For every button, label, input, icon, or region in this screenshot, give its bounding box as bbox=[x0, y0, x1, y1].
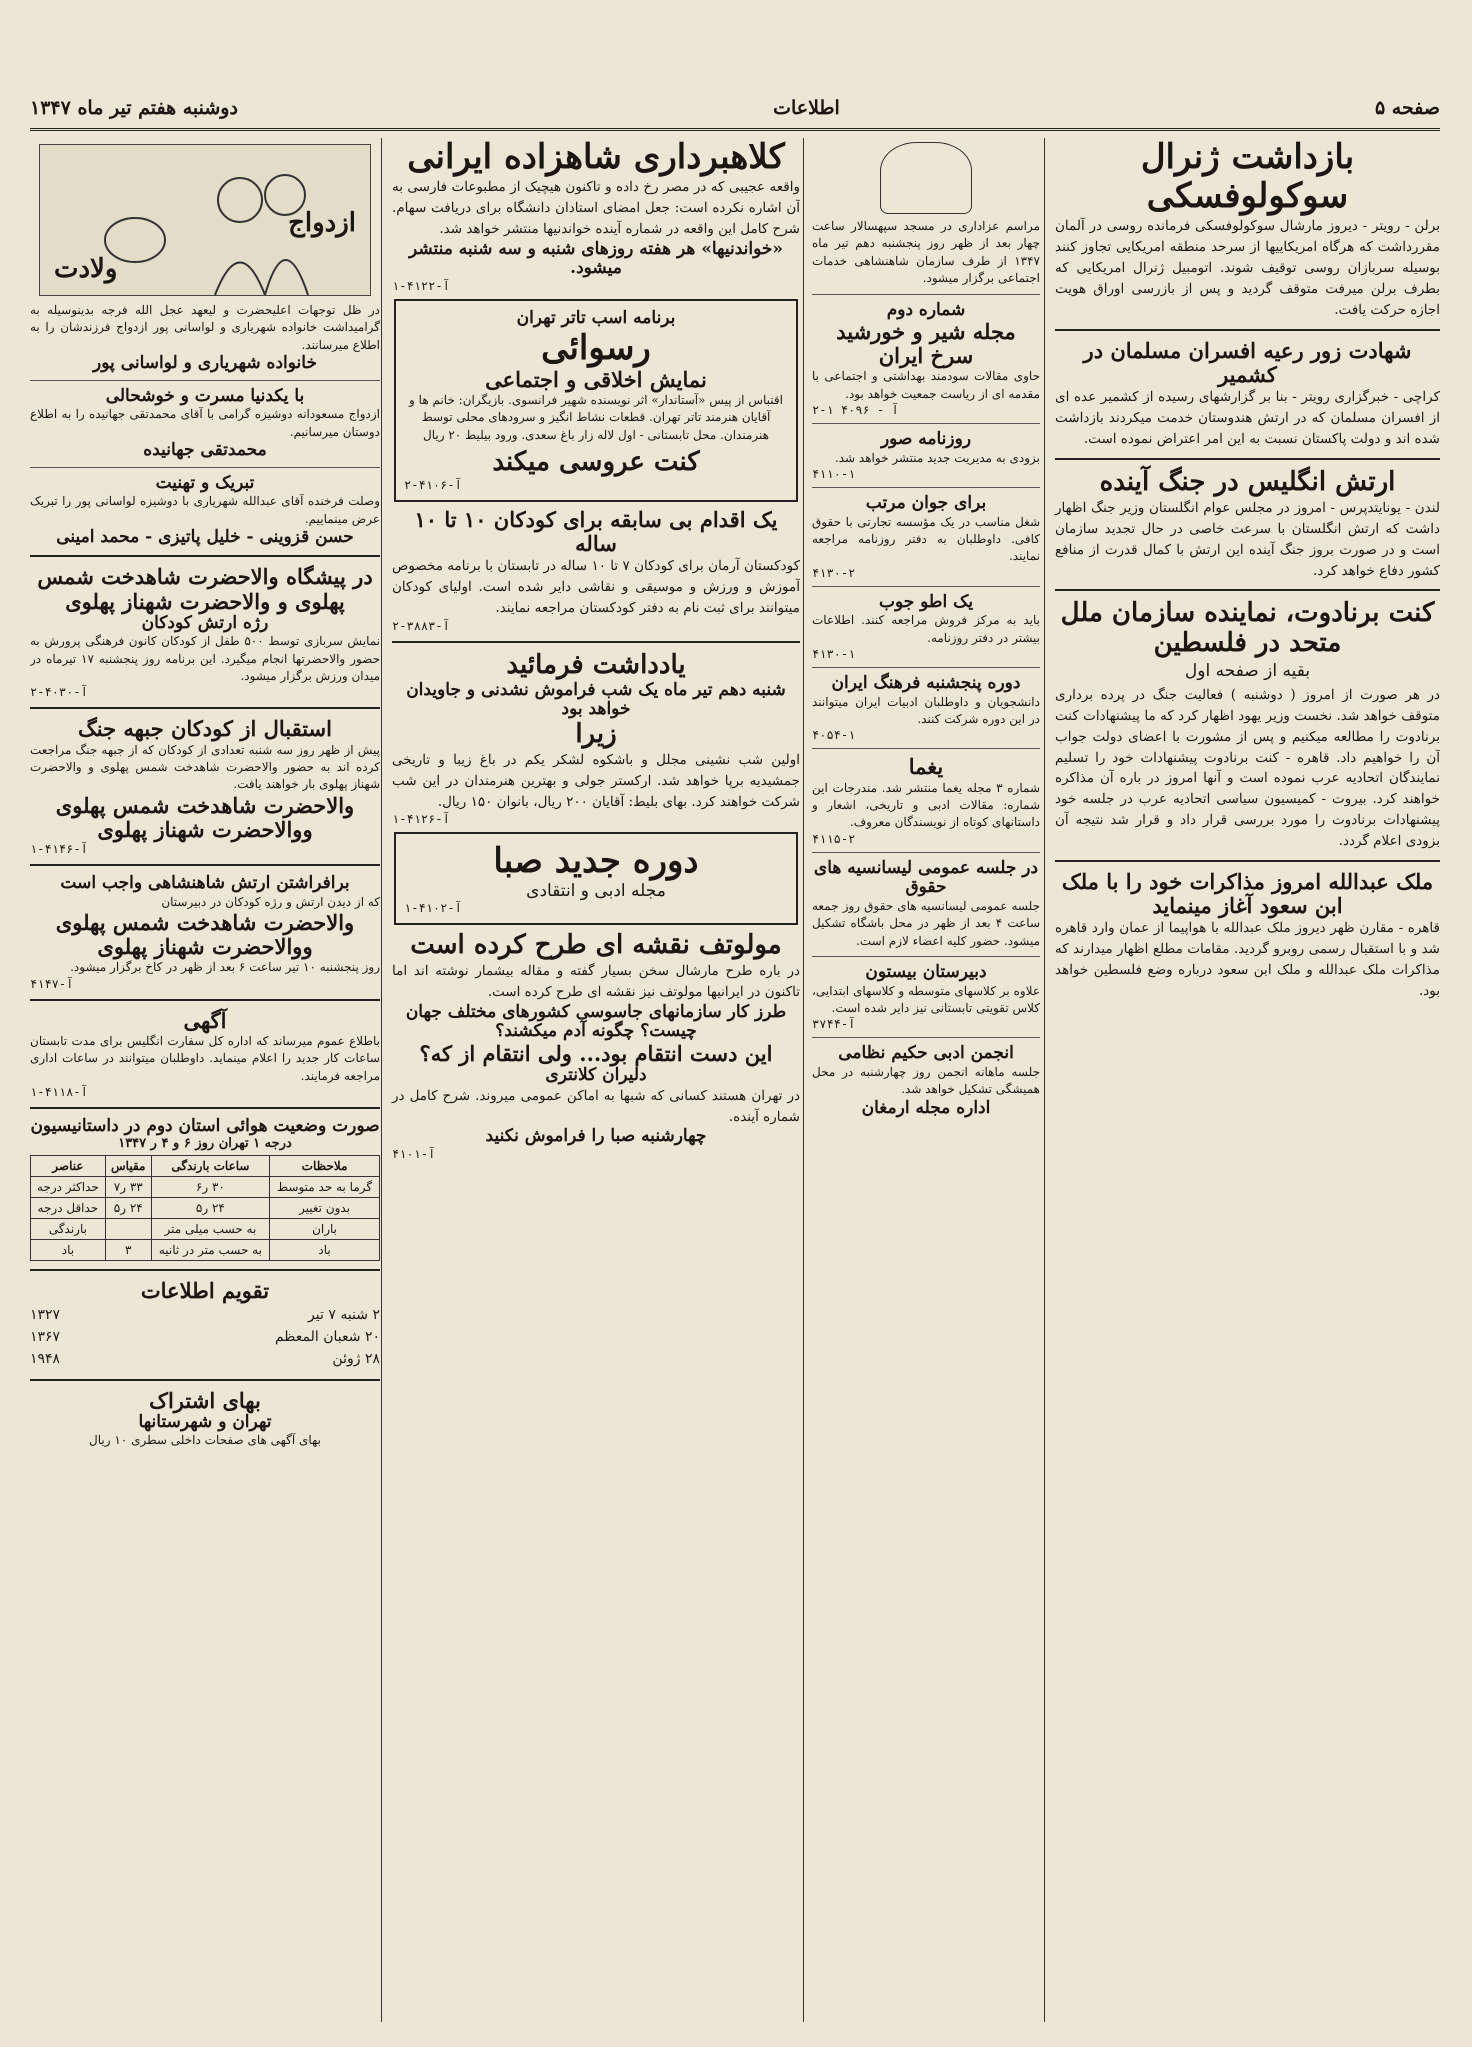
calendar-row bbox=[30, 1326, 380, 1348]
calendar-row bbox=[30, 1304, 380, 1326]
c4-article2-title: استقبال از کودکان جبهه جنگ bbox=[78, 716, 332, 742]
weather-cell: حداکثر درجه bbox=[31, 1177, 106, 1198]
c4-notice2-title: تبریک و تهنیت bbox=[155, 472, 255, 493]
c3-article2-body: کودکستان آرمان برای کودکان ۷ تا ۱۰ ساله در تابستان با برنامه مخصوص آموزش و ورزش و موسیقی و نقاشی دایر شده است. اولیای کودکان میتوانند برای ثبت نام به دفتر کودکستان مراجعه نمایند. bbox=[392, 558, 800, 616]
c4-article3-footer: روز پنجشنبه ۱۰ تیر ساعت ۶ بعد از ظهر در کاخ برگزار میشود. bbox=[70, 960, 380, 975]
c3-article4-intro: در باره طرح مارشال سخن بسیار گفته و مقاله بیشمار نوشته اند اما تاکنون در ایرانیها مولوتف نیز نقشه ای طرح کرده است. bbox=[392, 963, 800, 1000]
notice9-code: اداره مجله ارمغان bbox=[861, 1097, 991, 1118]
notice8-title: دبیرستان بیستون bbox=[865, 962, 987, 983]
calendar-value: ۱۳۲۷ bbox=[30, 1306, 61, 1323]
c4-notice3-body: باطلاع عموم میرساند که اداره کل سفارت انگلیس برای مدت تابستان ساعات کار جدید را اعلام مینماید. داوطلبان میتوانند در ساعات اداری مراجعه فرمایند. bbox=[30, 1033, 380, 1083]
saba-banner bbox=[394, 832, 798, 925]
weather-row bbox=[31, 1219, 380, 1240]
notice5-body: دانشجویان و داوطلبان ادبیات ایران میتوانند در این دوره شرکت کنند. bbox=[812, 694, 1040, 727]
c4-article3-highlight2: ووالاحضرت شهناز پهلوی bbox=[97, 934, 313, 960]
c3-article3-body: اولین شب نشینی مجلل و باشکوه لشکر یکم در باغ زیبا و تاریخی جمشیدیه برپا خواهد شد. ارکستر جولی و بهترین هنرمندان در این شب شرکت خواهند کرد. بهای بلیط: آقایان ۲۰۰ ریال، بانوان ۱۵۰ ریال. bbox=[392, 751, 800, 810]
c3-article4-code: آ-۴۱۰۱ bbox=[392, 1147, 436, 1162]
weather-cell: ۲۴ ر۵ bbox=[151, 1198, 269, 1219]
c4-article1-code: آ-۴۰۳۰-۲ bbox=[30, 685, 88, 700]
weather-row bbox=[31, 1198, 380, 1219]
c4-article2-highlight1: والاحضرت شاهدخت شمس پهلوی bbox=[55, 792, 355, 818]
c3-article2-code: آ-۳۸۸۳-۲ bbox=[392, 618, 450, 633]
theater-title: رسوائی bbox=[541, 327, 651, 368]
wedding-title-left: ولادت bbox=[54, 254, 118, 284]
magazine-body: حاوی مقالات سودمند بهداشتی و اجتماعی با مقدمه ای از ریاست جمعیت خواهد بود. bbox=[812, 369, 1040, 401]
article5-body: قاهره - مقارن ظهر دیروز ملک عبدالله با هواپیما از عمان وارد قاهره شد و با استقبال رسمی روبرو گردید. مقامات مطلع اظهار میدارند که مذاکرات ملک عبدالله و ملک ابن سعود درباره وضع فلسطین خواهد بود. bbox=[1055, 920, 1440, 1000]
newspaper-page bbox=[30, 20, 1440, 2030]
article5-title: ملک عبدالله امروز مذاکرات خود را با ملک ابن سعود آغاز مینماید bbox=[1061, 869, 1434, 919]
notice4-title: یک اطو جوب bbox=[878, 591, 974, 612]
saba-subtitle: مجله ادبی و انتقادی bbox=[526, 880, 666, 901]
notice3-body: شغل مناسب در یک مؤسسه تجارتی با حقوق کافی. داوطلبان به دفتر روزنامه مراجعه نمایند. bbox=[812, 514, 1040, 564]
c4-article3-code: آ-۴۱۴۷ bbox=[30, 976, 74, 991]
weather-cell: بدون تغییر bbox=[270, 1198, 380, 1219]
c4-article2-body: پیش از ظهر روز سه شنبه تعدادی از کودکان که از جبهه جنگ مراجعت کرده اند به حضور والاحضرت شاهدخت شمس پهلوی و والاحضرت شهناز پهلوی بار خواهند یافت. bbox=[30, 742, 380, 792]
c4-article3-title: برافراشتن ارتش شاهنشاهی واجب است bbox=[60, 873, 350, 894]
article4-title: کنت برنادوت، نماینده سازمان ملل متحد در فلسطین bbox=[1060, 598, 1435, 659]
c3-article3-subtitle: شنبه دهم تیر ماه یک شب فراموش نشدنی و جاویدان خواهد بود bbox=[406, 679, 786, 720]
notice9-title: انجمن ادبی حکیم نظامی bbox=[838, 1043, 1014, 1064]
article1-body: برلن - رویتر - دیروز مارشال سوکولوفسکی فرمانده روسی در آلمان مقررداشت که هرگاه امریکاییها از سرحد منطقه امریکایی تجاوز کنند بوسیله سربازان روسی توقیف شوند. اتومبیل ژنرال امریکایی که بطرف برلن میرفت متوقف گردید و پس از بازرسی اوراق هویت اجازه حرکت یافت. bbox=[1055, 218, 1440, 318]
calendar-title: تقویم اطلاعات bbox=[140, 1278, 270, 1304]
c3-article3-code: آ-۴۱۲۶-۱ bbox=[392, 812, 450, 827]
theater-tagline: کنت عروسی میکند bbox=[492, 446, 700, 477]
notice2-title: روزنامه صور bbox=[880, 429, 972, 450]
saba-code: آ-۴۱۰۲-۱ bbox=[404, 901, 462, 916]
c4-article2-highlight2: ووالاحضرت شهناز پهلوی bbox=[97, 816, 313, 842]
weather-row bbox=[31, 1240, 380, 1261]
weather-cell: بارندگی bbox=[31, 1219, 106, 1240]
c4-article2-code: آ-۴۱۴۶-۱ bbox=[30, 842, 88, 857]
theater-program: برنامه اسب تاتر تهران bbox=[516, 307, 676, 328]
theater-body: اقتباس از پیس «آستاندار» اثر نویسنده شهیر فرانسوی. بازیگران: خانم ها و آقایان هنرمند تاتر تهران. قطعات نشاط انگیز و سرودهای محلی توسط هنرمندان. محل تابستانی - اول لاله زار باغ سعدی. ورود بیلیط ۲۰ ریال bbox=[409, 392, 783, 442]
calendar-label: ۲۸ ژوئن bbox=[332, 1351, 380, 1368]
weather-subtitle: درجه ۱ تهران روز ۶ و ۴ ر ۱۳۴۷ bbox=[118, 1135, 292, 1151]
article4-subtitle: بقیه از صفحه اول bbox=[1184, 661, 1311, 682]
c4-notice2-signature: حسن قزوینی - خلیل پاتیزی - محمد امینی bbox=[56, 526, 354, 547]
c3-article3-title: یادداشت فرمائید bbox=[506, 649, 686, 680]
c3-article4-q2: این دست انتقام بود... ولی انتقام از که؟ bbox=[419, 1040, 773, 1066]
c4-article3-highlight1: والاحضرت شاهدخت شمس پهلوی bbox=[55, 910, 355, 935]
calendar bbox=[30, 1304, 380, 1371]
c3-article4-body: در تهران هستند کسانی که شبها به اماکن عمومی میروند. شرح کامل در شماره آینده. bbox=[392, 1087, 800, 1125]
c4-article1-title: در پیشگاه والاحضرت شاهدخت شمس پهلوی و والاحضرت شهناز پهلوی bbox=[37, 564, 373, 614]
weather-col-scale: مقیاس bbox=[105, 1156, 151, 1177]
page-number: صفحه ۵ bbox=[1374, 97, 1440, 119]
c3-article4-q1: طرز کار سازمانهای جاسوسی کشورهای مختلف جهان چیست؟ چگونه آدم میکشند؟ bbox=[405, 1001, 787, 1042]
wedding-signature: خانواده شهریاری و لواسانی پور bbox=[93, 353, 317, 374]
wedding-body: در ظل توجهات اعلیحضرت و لیعهد عجل الله فرجه بدینوسیله به گرامیداشت خانواده شهریاری و لواسانی پور ازدواج فرزندشان را به اطلاع میرسانند. bbox=[30, 303, 380, 352]
article3-body: لندن - یونایتدپرس - امروز در مجلس عوام انگلستان وزیر جنگ اظهار داشت که ارتش انگلستان با سرعت خاصی در حال تجدید سازمان است و در صورت بروز جنگ آینده این ارتش با کمال قدرت از منافع کشور دفاع خواهد کرد. bbox=[1055, 499, 1440, 579]
notice7-body: جلسه عمومی لیسانسیه های حقوق روز جمعه ساعت ۴ بعد از ظهر در محل باشگاه تشکیل میشود. حضور کلیه اعضاء لازم است. bbox=[812, 898, 1040, 948]
column-3 bbox=[381, 138, 800, 2022]
weather-cell: باران bbox=[270, 1219, 380, 1240]
notice3-code: ۴۱۳۰-۲ bbox=[812, 565, 856, 580]
column-4 bbox=[30, 138, 380, 2022]
notice4-body: باید به مرکز فروش مراجعه کنند. اطلاعات بیشتر در دفتر روزنامه. bbox=[812, 613, 1040, 645]
c4-notice1-title: با یکدنیا مسرت و خوشحالی bbox=[105, 385, 305, 406]
weather-col-hours: ساعات بارندگی bbox=[151, 1156, 269, 1177]
weather-cell bbox=[105, 1219, 151, 1240]
c4-notice3-title: آگهی bbox=[183, 1007, 227, 1033]
weather-table bbox=[30, 1155, 380, 1261]
weather-cell: حداقل درجه bbox=[31, 1198, 106, 1219]
notice3-title: برای جوان مرتب bbox=[865, 493, 987, 514]
c3-article4-footer: چهارشنبه صبا را فراموش نکنید bbox=[485, 1126, 707, 1147]
wedding-illustration bbox=[39, 144, 371, 296]
subscription-subtitle: تهران و شهرستانها bbox=[138, 1411, 272, 1432]
notice5-title: دوره پنجشنبه فرهنگ ایران bbox=[831, 673, 1021, 694]
wedding-title-right: ازدواج bbox=[288, 208, 356, 238]
paper-name: اطلاعات bbox=[773, 97, 840, 119]
c4-article1-subtitle: رژه ارتش کودکان bbox=[141, 612, 269, 633]
calendar-label: ۲ شنبه ۷ تیر bbox=[308, 1306, 380, 1323]
emblem-icon bbox=[880, 142, 972, 214]
notice1-body: مراسم عزاداری در مسجد سپهسالار ساعت چهار بعد از ظهر روز پنجشنبه دهم تیر ماه ۱۳۴۷ از طرف سازمان شاهنشاهی خدمات اجتماعی برگزار میشود. bbox=[812, 219, 1040, 286]
weather-cell: باد bbox=[270, 1240, 380, 1261]
article3-title: ارتش انگلیس در جنگ آینده bbox=[1099, 466, 1396, 497]
calendar-row bbox=[30, 1348, 380, 1370]
article4-body: در هر صورت از امروز ( دوشنبه ) فعالیت جنگ در پرده برداری متوقف خواهد شد. نخست وزیر یهود اظهار کرد که ما پیشنهادات کنت برنادوت را مطالعه میکنیم و پس از مشورت با اعضای دولت جواب آن را خواهیم داد. قاهره - کنت برنادوت پیشنهادات خود را تسلیم نمایندگان اتحادیه عرب نموده است و آنها امروز در باره آن مذاکره خواهند کرد. بیروت - کمیسیون سیاسی اتحادیه عرب در جلسه خود پیشنهادات برنادوت را مورد بررسی قرار داد و قرار شد نتیجه آن بزودی اعلام گردد. bbox=[1055, 686, 1440, 850]
theater-code: آ-۴۱۰۶-۲ bbox=[404, 477, 462, 492]
c3-article4-q3: دلیران کلانتری bbox=[545, 1065, 647, 1086]
column-1 bbox=[1044, 138, 1440, 2022]
weather-cell: گرما به حد متوسط bbox=[270, 1177, 380, 1198]
saba-title: دوره جدید صبا bbox=[493, 841, 699, 882]
theater-subtitle: نمایش اخلاقی و اجتماعی bbox=[485, 366, 707, 392]
c3-article1-code: آ-۴۱۲۲-۱ bbox=[392, 278, 450, 293]
subscription-note: بهای آگهی های صفحات داخلی سطری ۱۰ ریال bbox=[89, 1433, 321, 1448]
magazine-code: ۲-۱ آ - ۴۰۹۶ bbox=[812, 403, 899, 418]
subscription-title: بهای اشتراک bbox=[149, 1387, 261, 1413]
issue-date: دوشنبه هفتم تیر ماه ۱۳۴۷ bbox=[30, 97, 238, 119]
magazine-issue: شماره دوم bbox=[886, 299, 966, 320]
notice4-code: ۴۱۳۰-۱ bbox=[812, 647, 856, 662]
weather-cell: ۳ bbox=[105, 1240, 151, 1261]
c4-notice2-body: وصلت فرخنده آقای عبدالله شهریاری با دوشیزه لواسانی پور را تبریک عرض مینماییم. bbox=[30, 494, 380, 526]
c4-article3-body: که از دیدن ارتش و رژه کودکان در دبیرستان bbox=[161, 894, 380, 909]
column-2 bbox=[803, 138, 1040, 2022]
weather-title: صورت وضعیت هوائی استان دوم در داستانیسیون bbox=[30, 1115, 380, 1136]
notice6-body: شماره ۳ مجله یغما منتشر شد. مندرجات این شماره: مقالات ادبی و تاریخی، اشعار و داستانهای کوتاه از نویسندگان معروف. bbox=[812, 780, 1040, 830]
article2-body: کراچی - خبرگزاری رویتر - بنا بر گزارشهای رسیده از کشمیر عده ای از افسران مسلمان که در ارتش هندوستان خدمت میکردند بازداشت شده اند و دولت پاکستان نسبت به این امر اعتراض نموده است. bbox=[1055, 389, 1440, 447]
c3-article1-footer: «خواندنیها» هر هفته روزهای شنبه و سه شنبه منتشر میشود. bbox=[408, 238, 784, 279]
notice8-code: ۳۷۴۴-آ bbox=[812, 1017, 856, 1032]
article1-title: بازداشت ژنرال سوکولوفسکی bbox=[1140, 138, 1355, 217]
weather-col-elements: عناصر bbox=[31, 1156, 106, 1177]
notice9-body: جلسه ماهانه انجمن روز چهارشنبه در محل همیشگی تشکیل خواهد شد. bbox=[812, 1064, 1040, 1097]
weather-col-notes: ملاحظات bbox=[270, 1156, 380, 1177]
notice8-body: علاوه بر کلاسهای متوسطه و کلاسهای ابتدایی، کلاس تقویتی تابستانی نیز دایر شده است. bbox=[812, 983, 1040, 1015]
c4-notice1-body: ازدواج مسعودانه دوشیزه گرامی با آقای محمدتقی جهانیده را به اطلاع دوستان میرسانیم. bbox=[30, 407, 380, 439]
weather-cell: به حسب میلی متر bbox=[151, 1219, 269, 1240]
weather-header-row bbox=[31, 1156, 380, 1177]
c3-article4-title: مولوتف نقشه ای طرح کرده است bbox=[410, 930, 782, 961]
notice6-code: ۴۱۱۵-۲ bbox=[812, 831, 856, 846]
c4-notice1-signature: محمدتقی جهانیده bbox=[143, 440, 267, 461]
c4-article1-body: نمایش سربازی توسط ۵۰۰ طفل از کودکان کانون فرهنگی پرورش به حضور والاحضرتها انجام میگیرد. این برنامه روز پنجشنبه ۱۷ تیرماه در میدان ورزش برگزار میشود. bbox=[30, 634, 380, 684]
notice2-body: بزودی به مدیریت جدید منتشر خواهد شد. bbox=[834, 450, 1040, 465]
article2-title: شهادت زور رعیه افسران مسلمان در کشمیر bbox=[1083, 337, 1412, 387]
weather-cell: به حسب متر در ثانیه bbox=[151, 1240, 269, 1261]
c4-notice3-code: آ-۴۱۱۸-۱ bbox=[30, 1084, 88, 1099]
c3-article1-title: کلاهبرداری شاهزاده ایرانی bbox=[407, 138, 785, 177]
c3-article3-keyword: زیرا bbox=[575, 718, 617, 749]
weather-row bbox=[31, 1177, 380, 1198]
magazine-title: مجله شیر و خورشید سرخ ایران bbox=[836, 319, 1016, 369]
weather-cell: ۳۳ ر۷ bbox=[105, 1177, 151, 1198]
c3-article2-title: یک اقدام بی سابقه برای کودکان ۱۰ تا ۱۰ ساله bbox=[414, 506, 778, 556]
theater-box bbox=[394, 299, 798, 502]
notice5-code: ۴۰۵۴-۱ bbox=[812, 728, 856, 743]
calendar-value: ۱۳۶۷ bbox=[30, 1329, 61, 1345]
notice7-title: در جلسه عمومی لیسانسیه های حقوق bbox=[813, 857, 1039, 898]
notice6-title: یغما bbox=[908, 754, 944, 780]
masthead bbox=[30, 88, 1440, 131]
calendar-value: ۱۹۴۸ bbox=[30, 1351, 61, 1368]
notice2-code: ۴۱۱۰-۱ bbox=[812, 467, 856, 482]
weather-cell: ۳۰ ر۶ bbox=[151, 1177, 269, 1198]
calendar-label: ۲۰ شعبان المعظم bbox=[274, 1329, 380, 1345]
weather-cell: ۲۴ ر۵ bbox=[105, 1198, 151, 1219]
c3-article1-body: واقعه عجیبی که در مصر رخ داده و تاکنون هیچیک از مطبوعات فارسی به آن اشاره نکرده است: جعل امضای استادان دانشگاه برای دریافت سهام. شرح کامل این واقعه در شماره آینده خواندنیها منتشر خواهد شد. bbox=[392, 179, 800, 237]
weather-cell: باد bbox=[31, 1240, 106, 1261]
